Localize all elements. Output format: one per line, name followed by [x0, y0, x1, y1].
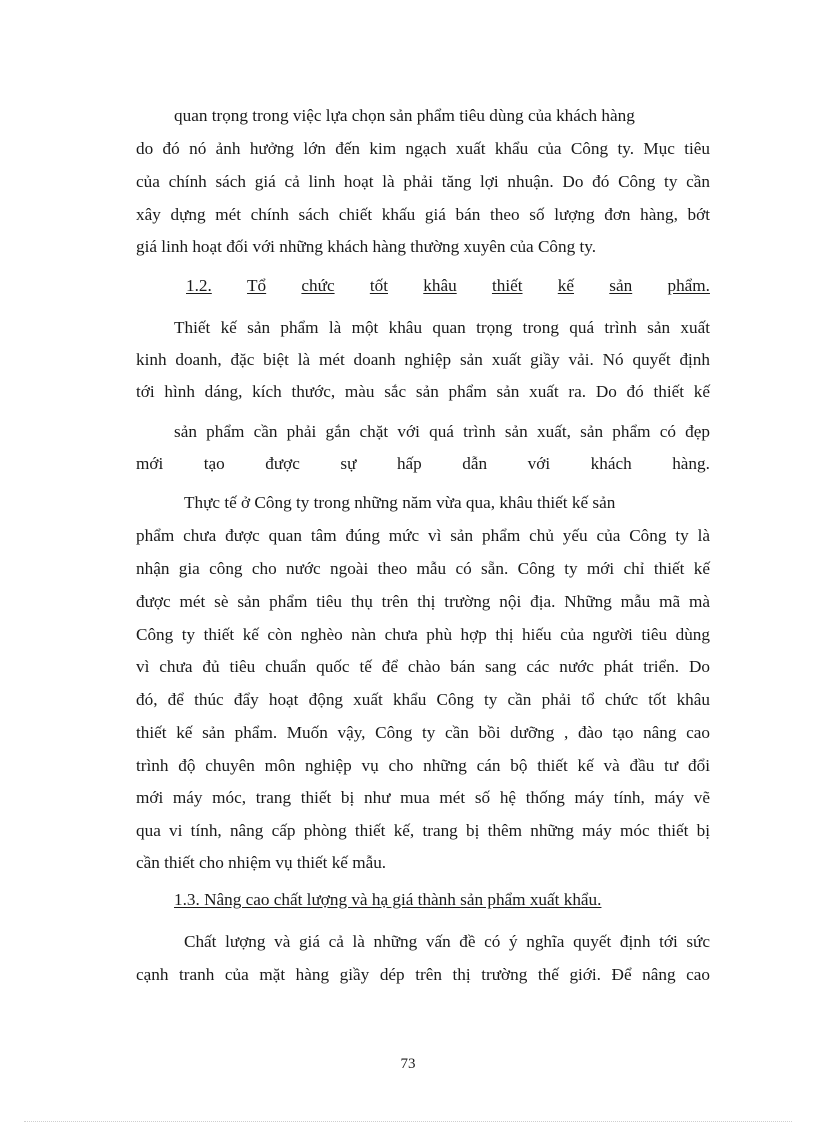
section-heading-1-3 [174, 888, 710, 912]
text-word: hấp [396, 454, 422, 473]
text-line: qua vi tính, nâng cấp phòng thiết kế, trang bị thêm những máy móc thiết bị [136, 821, 710, 840]
paragraph-3-line-9 [136, 754, 710, 778]
paragraph-3-line-5 [136, 623, 710, 647]
paragraph-1-line-4 [136, 203, 710, 227]
paragraph-1-line-1 [174, 104, 710, 128]
text-word: sự [340, 454, 357, 473]
heading-word: khâu [423, 276, 457, 295]
text-line: đó, để thúc đẩy hoạt động xuất khẩu Công ty cần phải tổ chức tốt khâu [136, 690, 710, 709]
text-word: hàng. [672, 454, 710, 473]
paragraph-4-line-2 [136, 963, 710, 987]
paragraph-4-line-1 [184, 930, 710, 954]
paragraph-3-line-10 [136, 786, 710, 810]
text-line: xây dựng mét chính sách chiết khấu giá bán theo số lượng đơn hàng, bớt [136, 205, 710, 224]
text-word: tạo [203, 454, 225, 473]
paragraph-3-line-3 [136, 557, 710, 581]
text-word: khách [590, 454, 632, 473]
text-word: mới [136, 454, 164, 473]
text-line: kinh doanh, đặc biệt là mét doanh nghiệp sản xuất giầy vải. Nó quyết định [136, 350, 710, 369]
heading-word: thiết [491, 276, 523, 295]
heading-word: 1.2. [186, 276, 212, 295]
text-word: được [265, 454, 300, 473]
text-line: do đó nó ảnh hưởng lớn đến kim ngạch xuất khẩu của Công ty. Mục tiêu [136, 139, 710, 158]
text-line: phẩm chưa được quan tâm đúng mức vì sản phẩm chủ yếu của Công ty là [136, 526, 710, 545]
heading-word: sản [609, 276, 633, 295]
heading-word: Tổ [247, 276, 267, 295]
text-line: nhận gia công cho nước ngoài theo mẫu có sẵn. Công ty mới chỉ thiết kế [136, 559, 710, 578]
text-line: Chất lượng và giá cả là những vấn đề có ý nghĩa quyết định tới sức [184, 932, 710, 951]
text-line: của chính sách giá cả linh hoạt là phải tăng lợi nhuận. Do đó Công ty cần [136, 172, 710, 191]
paragraph-3-line-6 [136, 655, 710, 679]
text-line: mới máy móc, trang thiết bị như mua mét số hệ thống máy tính, máy vẽ [136, 788, 710, 807]
text-word: dẫn [462, 454, 488, 473]
heading-word: chức [301, 276, 335, 295]
paragraph-3-line-7 [136, 688, 710, 712]
text-line: trình độ chuyên môn nghiệp vụ cho những cán bộ thiết kế và đầu tư đổi [136, 756, 710, 775]
text-line: cạnh tranh của mặt hàng giầy dép trên thị trường thế giới. Để nâng cao [136, 965, 710, 984]
paragraph-2-line-2 [136, 348, 710, 372]
text-line: được mét sè sản phẩm tiêu thụ trên thị trường nội địa. Những mẫu mã mà [136, 592, 710, 611]
paragraph-3-line-1 [184, 491, 710, 515]
heading-word: tốt [369, 276, 388, 295]
text-line: vì chưa đủ tiêu chuẩn quốc tế để chào bán sang các nước phát triển. Do [136, 657, 710, 676]
section-heading-1-2 [186, 274, 710, 298]
text-line: cần thiết cho nhiệm vụ thiết kế mẫu. [136, 853, 387, 872]
text-line: sản phẩm cần phải gắn chặt với quá trình sản xuất, sản phẩm có đẹp [174, 422, 710, 441]
heading-word: kế [557, 276, 575, 295]
paragraph-1-line-5 [136, 235, 710, 259]
paragraph-2-line-1 [174, 316, 710, 340]
heading-word: phẩm. [667, 276, 710, 295]
heading-text: 1.3. Nâng cao chất lượng và hạ giá thành sản phẩm xuất khẩu. [174, 890, 602, 909]
paragraph-3-line-11 [136, 819, 710, 843]
text-line: quan trọng trong việc lựa chọn sản phẩm tiêu dùng của khách hàng [174, 106, 635, 125]
footer-divider [24, 1121, 792, 1122]
text-line: Thực tế ở Công ty trong những năm vừa qua, khâu thiết kế sản [184, 493, 616, 512]
paragraph-3-line-2 [136, 524, 710, 548]
paragraph-1-line-3 [136, 170, 710, 194]
paragraph-3-line-12 [136, 851, 710, 875]
paragraph-2-line-4 [174, 420, 710, 444]
text-word: với [527, 454, 551, 473]
paragraph-2-line-3 [136, 380, 710, 404]
text-line: Công ty thiết kế còn nghèo nàn chưa phù hợp thị hiếu của người tiêu dùng [136, 625, 710, 644]
paragraph-2-line-5 [136, 452, 710, 476]
page-number: 73 [400, 1056, 416, 1072]
paragraph-3-line-8 [136, 721, 710, 745]
text-line: Thiết kế sản phẩm là một khâu quan trọng trong quá trình sản xuất [174, 318, 710, 337]
text-line: giá linh hoạt đối với những khách hàng thường xuyên của Công ty. [136, 237, 597, 256]
paragraph-1-line-2 [136, 137, 710, 161]
text-line: thiết kế sản phẩm. Muốn vậy, Công ty cần bồi dưỡng , đào tạo nâng cao [136, 723, 710, 742]
paragraph-3-line-4 [136, 590, 710, 614]
text-line: tới hình dáng, kích thước, màu sắc sản phẩm sản xuất ra. Do đó thiết kế [136, 382, 710, 401]
